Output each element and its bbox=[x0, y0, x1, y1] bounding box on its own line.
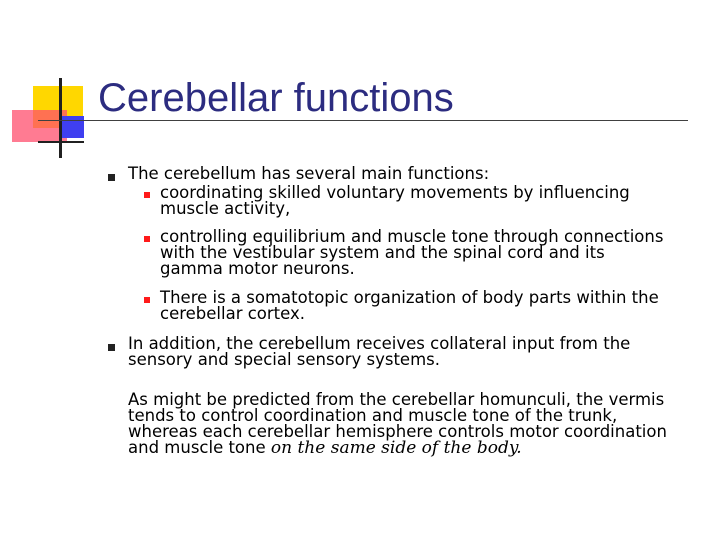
paragraph-line: tends to control coordination and muscle tone of the trunk, bbox=[128, 406, 618, 425]
bullet-text: The cerebellum has several main functions: bbox=[128, 164, 490, 183]
paragraph-line bbox=[128, 440, 522, 456]
sub-bullet-text: cerebellar cortex. bbox=[160, 304, 306, 323]
sub-bullet-text: with the vestibular system and the spinal cord and its bbox=[160, 243, 605, 262]
sub-bullet-text: muscle activity, bbox=[160, 199, 291, 218]
paragraph-italic-text: on the same side of the body. bbox=[270, 438, 522, 458]
bullet-text: In addition, the cerebellum receives collateral input from the bbox=[128, 334, 631, 353]
sub-bullet-text: gamma motor neurons. bbox=[160, 259, 355, 278]
sub-bullet-text: There is a somatotopic organization of body parts within the bbox=[160, 288, 659, 307]
paragraph-line: whereas each cerebellar hemisphere controls motor coordination bbox=[128, 422, 667, 441]
sub-bullet-marker bbox=[144, 236, 150, 242]
bullet-marker bbox=[108, 174, 115, 181]
sub-bullet-text: controlling equilibrium and muscle tone through connections bbox=[160, 227, 664, 246]
paragraph-line: As might be predicted from the cerebellar homunculi, the vermis bbox=[128, 390, 665, 409]
logo-vertical-line bbox=[59, 78, 62, 158]
sub-bullet-text: coordinating skilled voluntary movements by influencing bbox=[160, 183, 630, 202]
sub-bullet-marker bbox=[144, 192, 150, 198]
slide-title: Cerebellar functions bbox=[98, 76, 454, 120]
logo-short-line bbox=[38, 141, 84, 143]
bullet-text: sensory and special sensory systems. bbox=[128, 350, 440, 369]
sub-bullet-marker bbox=[144, 297, 150, 303]
paragraph-line-prefix: and muscle tone bbox=[128, 438, 271, 457]
bullet-marker bbox=[108, 344, 115, 351]
